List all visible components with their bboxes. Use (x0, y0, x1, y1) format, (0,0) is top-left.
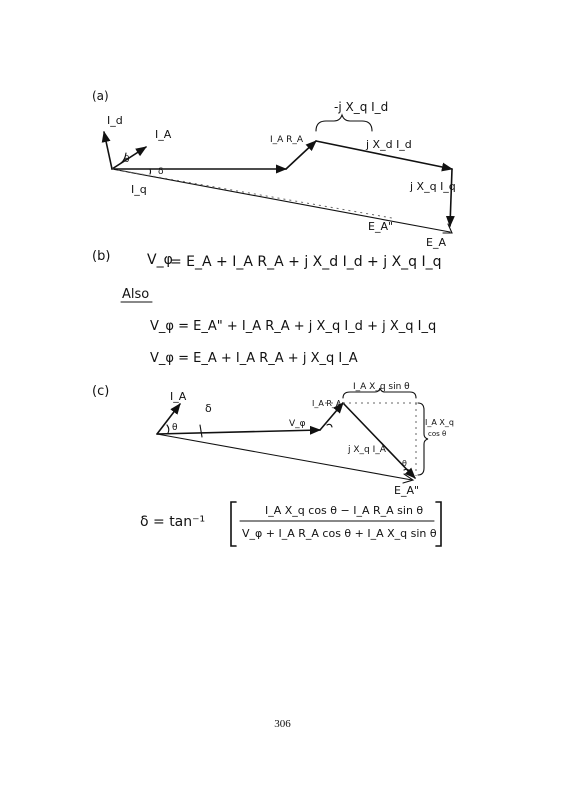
equation-b-rhs: = E_A + I_A R_A + j X_d I_d + j X_q I_q (170, 254, 442, 270)
label-ia-a: I_A (155, 128, 172, 141)
label-theta-c: θ (172, 423, 178, 433)
label-vphi-c: V_φ (289, 419, 306, 429)
label-jxqia-c: j X_q I_A (348, 445, 386, 455)
jxqiq-arrow (450, 169, 452, 226)
delta-arc-a (150, 169, 151, 174)
part-a-label: (a) (92, 89, 109, 103)
delta-tick-c (200, 425, 202, 437)
label-id: I_d (107, 114, 123, 127)
label-neg-jxq-id: -j X_q I_d (334, 100, 389, 114)
diagram-c (157, 382, 454, 497)
label-jxq-iq: j X_q I_q (410, 180, 456, 193)
label-theta2-c: θ (402, 459, 407, 468)
formula-denominator: V_φ + I_A R_A cos θ + I_A X_q sin θ (242, 527, 437, 540)
label-iara-a: I_A R_A (270, 135, 304, 145)
also-eq1: V_φ = E_A" + I_A R_A + j X_q I_d + j X_q I_q (150, 319, 437, 334)
label-iaxq-sin-c: I_A X_q sin θ (353, 382, 410, 392)
label-iaxq-cos-2-c: cos θ (428, 430, 447, 438)
id-arrow (104, 132, 112, 169)
label-iara-c: I_A R_A (312, 399, 342, 408)
delta-formula (140, 502, 441, 546)
label-iq: I_q (131, 183, 147, 196)
formula-lhs: δ = tan⁻¹ (140, 514, 206, 530)
theta-arc-c (167, 425, 169, 433)
also-heading: Also (122, 287, 150, 302)
also-eq2: V_φ = E_A + I_A R_A + j X_q I_A (150, 351, 358, 366)
equation-b (147, 252, 442, 270)
part-c-label: (c) (92, 384, 110, 399)
label-ea-pp-c: E_A" (394, 484, 420, 497)
iq-line (112, 169, 450, 232)
label-ea: E_A (426, 236, 446, 249)
label-delta-c: δ (205, 402, 212, 415)
diagram-a (104, 100, 456, 249)
angle-mark-top-c (327, 424, 332, 427)
label-iaxq-cos-1-c: I_A X_q (425, 418, 454, 427)
iara-arrow (286, 141, 316, 169)
equation-b-lhs: V_φ (147, 252, 173, 268)
vphi-arrow-c (157, 430, 320, 434)
ea-pp-line-c (157, 434, 412, 480)
label-ea-pp-a: E_A" (368, 220, 394, 233)
formula-numerator: I_A X_q cos θ − I_A R_A sin θ (265, 504, 424, 517)
page-number: 306 (274, 718, 291, 730)
brace-a (316, 115, 372, 131)
label-delta-a: δ (158, 167, 164, 177)
label-ia-c: I_A (170, 390, 187, 403)
label-jxd-id: j X_d I_d (366, 138, 412, 151)
label-theta-a: θ (124, 155, 130, 165)
part-b-label: (b) (92, 249, 111, 264)
left-bracket (231, 502, 236, 546)
right-bracket (436, 502, 441, 546)
brace-right-c (418, 403, 428, 475)
ea-pp-line (112, 169, 392, 218)
